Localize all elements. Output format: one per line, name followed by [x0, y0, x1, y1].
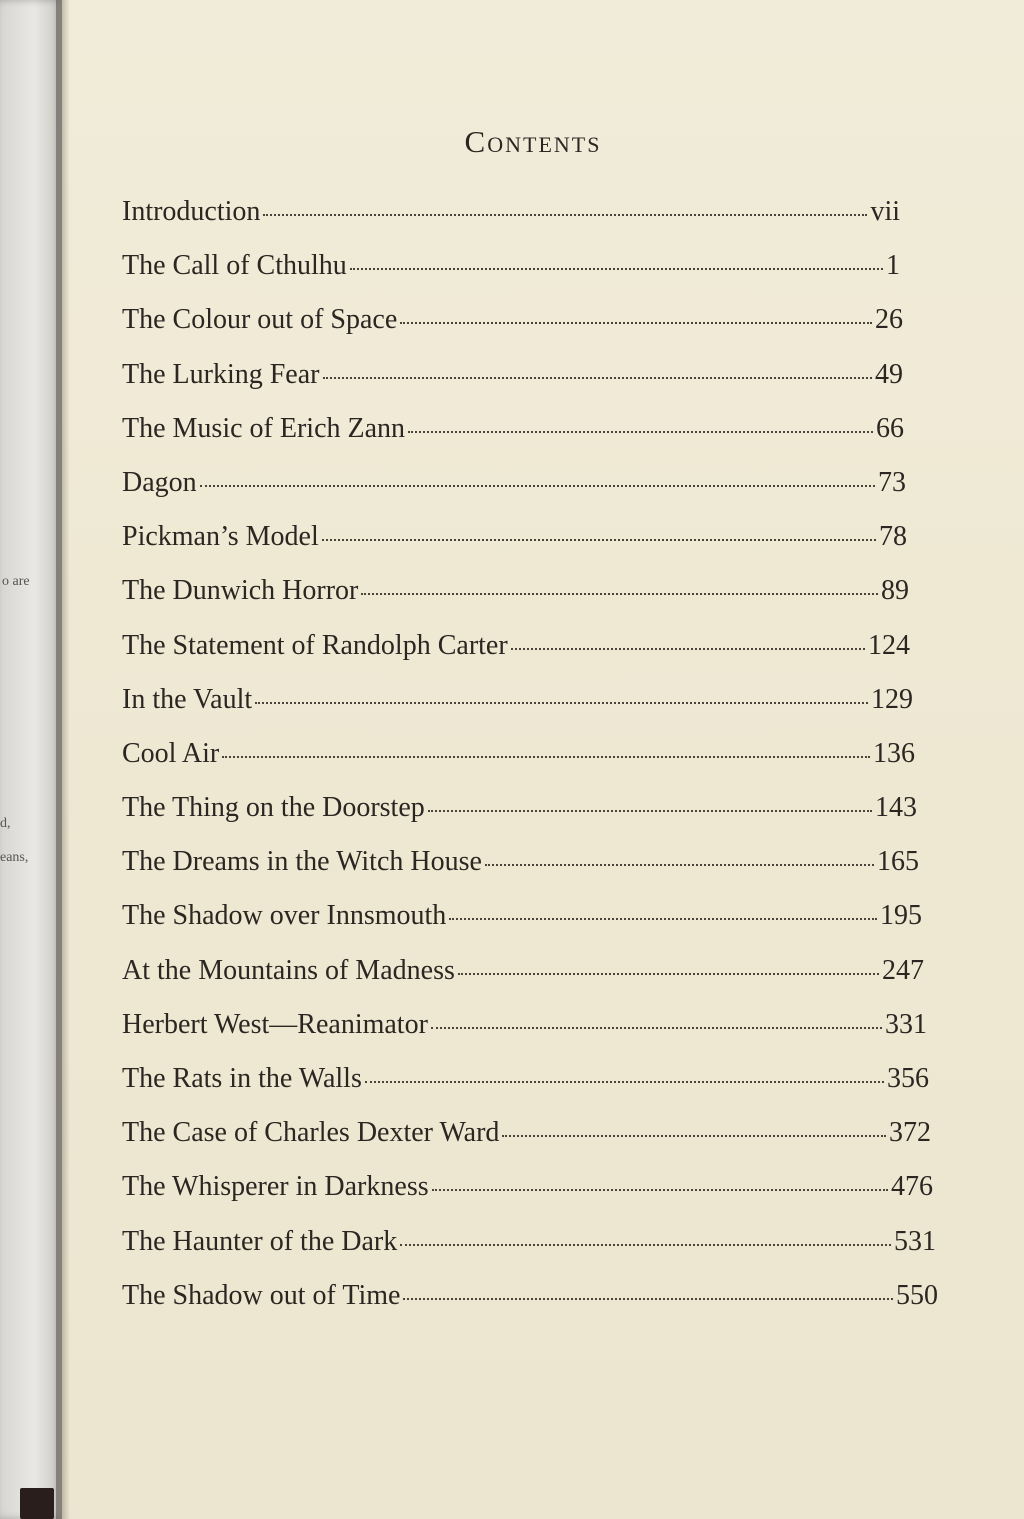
toc-entry-page-number: 356 [887, 1063, 929, 1094]
toc-entry [122, 1063, 929, 1117]
toc-entry-page-number: 331 [885, 1008, 927, 1040]
toc-entry-page-number: 124 [868, 629, 910, 661]
left-page-text-fragment: eans, [0, 850, 29, 865]
toc-entry [122, 1171, 933, 1225]
toc-leader-dots [400, 1243, 891, 1246]
toc-entry-page-number: vii [870, 196, 900, 227]
spine-shadow [56, 0, 70, 1519]
toc-entry-page-number: 195 [880, 900, 922, 932]
book-cover-corner [20, 1488, 54, 1519]
toc-leader-dots [428, 809, 872, 812]
toc-entry-title: The Dunwich Horror [122, 575, 359, 607]
toc-entry-page-number: 1 [886, 250, 900, 282]
toc-entry-title: The Call of Cthulhu [122, 250, 347, 282]
toc-leader-dots [400, 321, 872, 324]
toc-entry [122, 792, 917, 846]
toc-entry [122, 1280, 938, 1334]
toc-entry-title: The Rats in the Walls [122, 1063, 362, 1094]
toc-entry-title: Pickman’s Model [122, 521, 319, 553]
toc-entry-page-number: 26 [875, 304, 903, 336]
toc-entry [122, 1117, 931, 1171]
toc-entry-page-number: 78 [879, 521, 907, 553]
toc-entry-page-number: 531 [894, 1225, 936, 1257]
toc-entry-title: Dagon [122, 466, 197, 498]
toc-entry [122, 900, 922, 954]
toc-entry-page-number: 143 [875, 792, 917, 824]
toc-leader-dots [408, 430, 873, 433]
toc-entry-page-number: 136 [873, 737, 915, 769]
toc-entry-page-number: 49 [875, 358, 903, 390]
toc-leader-dots [361, 592, 878, 595]
toc-leader-dots [431, 1026, 882, 1029]
toc-entry-page-number: 476 [891, 1171, 933, 1203]
toc-entry-title: The Whisperer in Darkness [122, 1171, 429, 1203]
toc-entry-title: The Case of Charles Dexter Ward [122, 1117, 500, 1149]
toc-entry-page-number: 550 [896, 1279, 938, 1311]
toc-entry-title: In the Vault [122, 683, 253, 715]
toc-leader-dots [365, 1080, 884, 1083]
table-of-contents [122, 196, 938, 1334]
toc-entry-page-number: 73 [878, 466, 906, 498]
toc-entry [122, 250, 900, 304]
toc-leader-dots [449, 917, 877, 920]
toc-entry [122, 359, 903, 413]
toc-entry-title: Introduction [122, 196, 261, 227]
toc-leader-dots [403, 1297, 893, 1300]
toc-entry-page-number: 247 [882, 954, 924, 986]
toc-entry [122, 467, 906, 521]
toc-entry-title: The Shadow over Innsmouth [122, 900, 447, 932]
toc-entry-title: The Lurking Fear [122, 358, 320, 390]
toc-entry [122, 738, 915, 792]
toc-leader-dots [222, 755, 870, 758]
toc-leader-dots [323, 376, 873, 379]
toc-entry [122, 1226, 936, 1280]
toc-entry [122, 196, 900, 250]
toc-entry-page-number: 66 [876, 412, 904, 444]
toc-entry [122, 521, 907, 575]
left-page-edge [0, 0, 62, 1519]
toc-entry [122, 575, 909, 629]
toc-leader-dots [432, 1188, 888, 1191]
toc-leader-dots [350, 267, 883, 270]
toc-entry [122, 304, 903, 358]
toc-entry-title: The Statement of Randolph Carter [122, 629, 508, 661]
toc-leader-dots [263, 213, 867, 216]
toc-entry-page-number: 165 [877, 846, 919, 878]
toc-entry [122, 684, 913, 738]
toc-entry-title: The Colour out of Space [122, 304, 398, 336]
toc-entry-title: The Music of Erich Zann [122, 412, 406, 444]
toc-entry-page-number: 89 [881, 575, 909, 607]
toc-leader-dots [255, 701, 868, 704]
toc-leader-dots [200, 484, 875, 487]
toc-entry-title: The Dreams in the Witch House [122, 846, 482, 878]
toc-entry-title: The Haunter of the Dark [122, 1225, 398, 1257]
toc-entry-page-number: 372 [889, 1117, 931, 1149]
toc-leader-dots [322, 538, 876, 541]
toc-entry-title: The Shadow out of Time [122, 1279, 401, 1311]
contents-page [62, 0, 1024, 1519]
toc-entry [122, 630, 910, 684]
toc-entry-title: At the Mountains of Madness [122, 954, 455, 986]
toc-leader-dots [485, 863, 874, 866]
toc-entry-title: The Thing on the Doorstep [122, 792, 425, 824]
toc-entry [122, 846, 919, 900]
toc-leader-dots [511, 647, 865, 650]
left-page-text-fragment: o are [2, 574, 30, 589]
toc-entry [122, 1009, 927, 1063]
toc-entry-title: Cool Air [122, 737, 220, 769]
toc-entry [122, 955, 924, 1009]
toc-entry-title: Herbert West—Reanimator [122, 1008, 428, 1040]
toc-leader-dots [458, 972, 879, 975]
page-title: Contents [464, 124, 602, 159]
toc-leader-dots [502, 1134, 886, 1137]
toc-entry [122, 413, 904, 467]
left-page-text-fragment: d, [0, 816, 11, 831]
toc-entry-page-number: 129 [871, 683, 913, 715]
